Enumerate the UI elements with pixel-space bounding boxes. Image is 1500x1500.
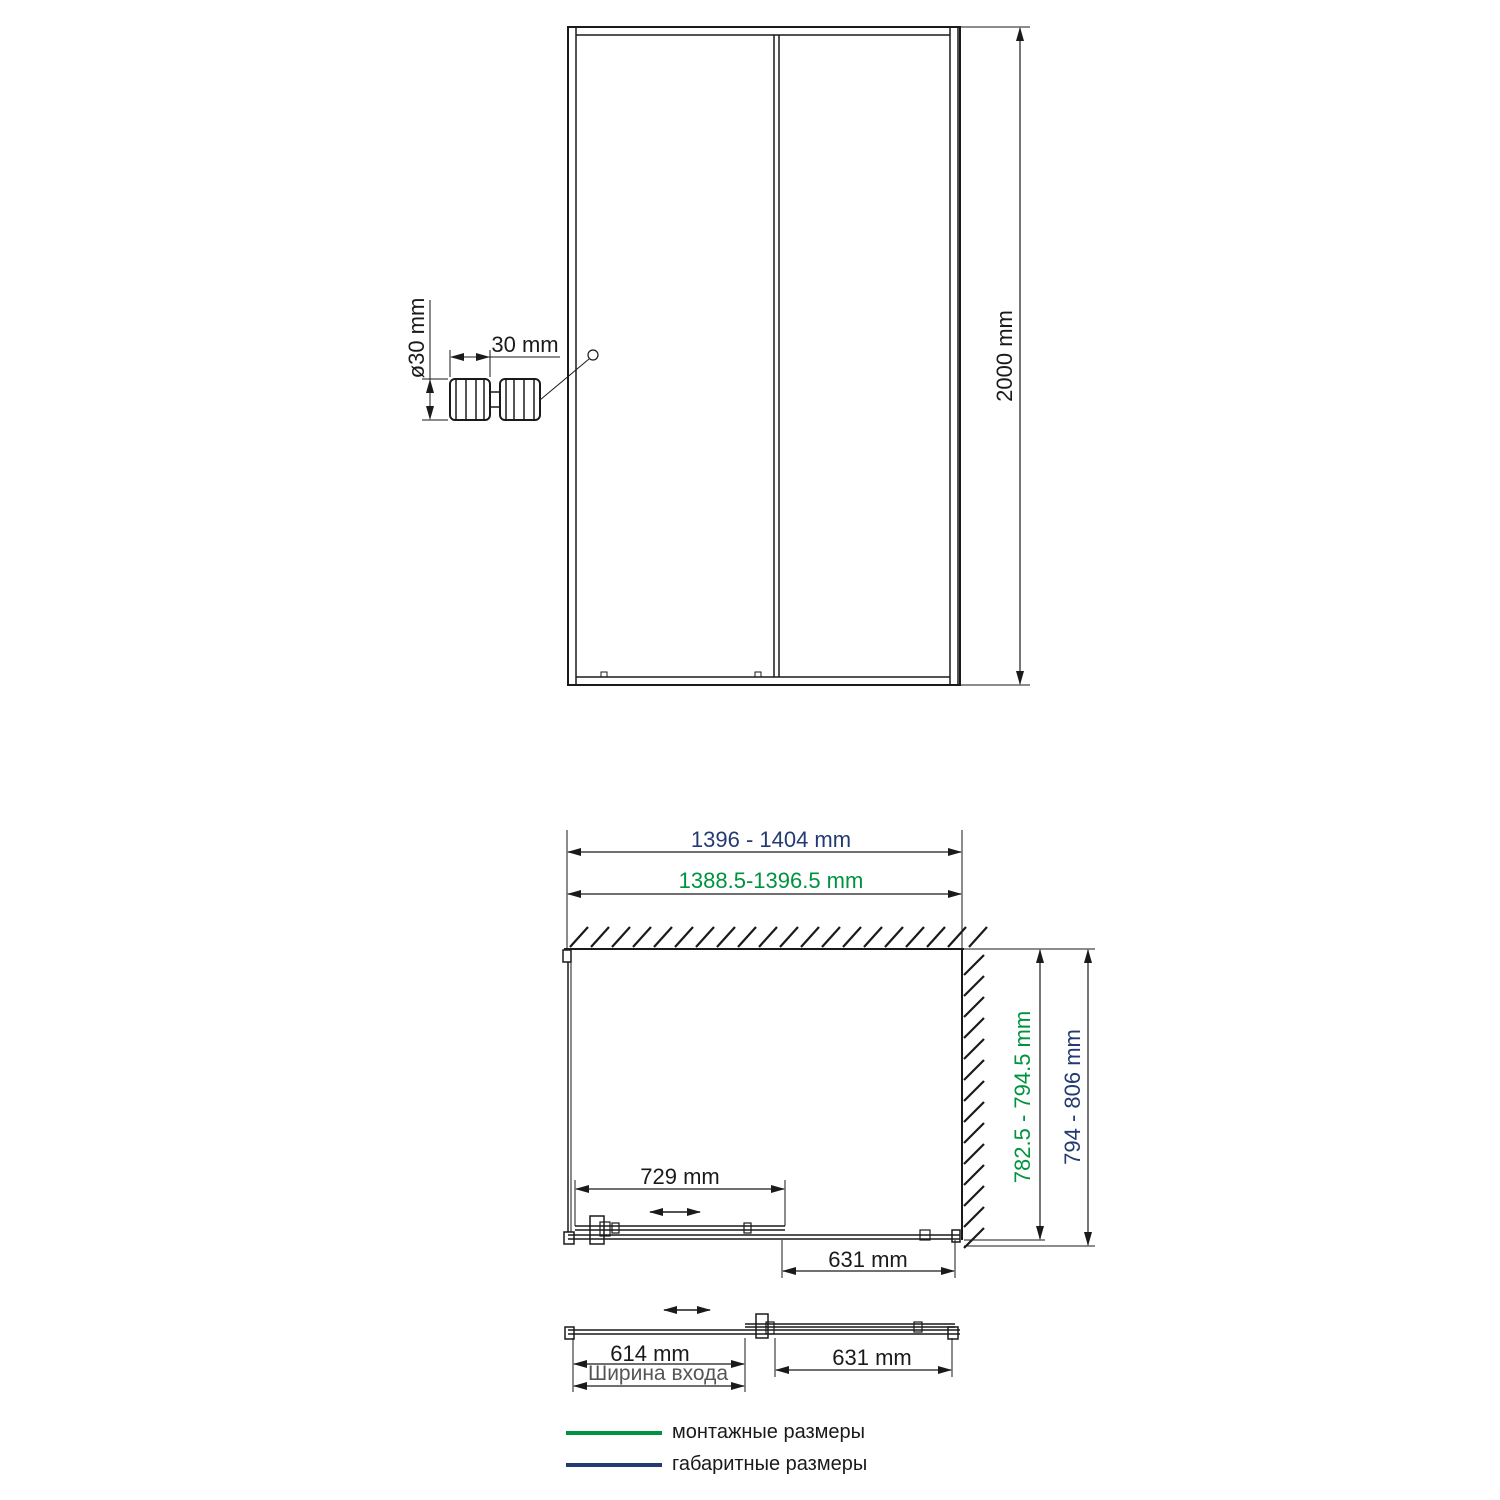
hatch-stroke — [864, 927, 882, 947]
hatch-stroke — [801, 927, 819, 947]
open-door-view — [565, 1310, 960, 1392]
hatch-stroke — [717, 927, 735, 947]
front-view — [404, 27, 1030, 685]
hatch-stroke — [964, 1144, 984, 1164]
door-roller-left — [612, 1223, 619, 1233]
legend-overall-label: габаритные размеры — [672, 1453, 868, 1475]
hatch-stroke — [885, 927, 903, 947]
front-right-bracket — [952, 1230, 960, 1242]
hatch-stroke — [948, 927, 966, 947]
mounting-width-label: 1388.5-1396.5 mm — [678, 868, 864, 893]
hatch-stroke — [964, 1081, 984, 1101]
right-wall-hatch — [964, 955, 984, 1248]
hatch-stroke — [612, 927, 630, 947]
plan-view — [563, 827, 1095, 1278]
top-wall-hatch — [570, 927, 987, 947]
height-dimension-label: 2000 mm — [992, 310, 1017, 402]
handle-leader — [540, 359, 589, 400]
handle-knob-icon — [450, 379, 540, 420]
hatch-stroke — [843, 927, 861, 947]
hatch-stroke — [738, 927, 756, 947]
open-right-bracket — [948, 1327, 958, 1339]
hatch-stroke — [964, 1123, 984, 1143]
front-left-bracket — [564, 1232, 574, 1244]
hatch-stroke — [964, 955, 984, 975]
entry-caption: Ширина входа — [587, 1362, 729, 1385]
open-fixed-panel-label: 631 mm — [832, 1345, 912, 1370]
hatch-stroke — [633, 927, 651, 947]
hatch-stroke — [964, 997, 984, 1017]
left-wall-bracket — [563, 950, 571, 962]
door-roller-right — [744, 1223, 751, 1233]
hatch-stroke — [969, 927, 987, 947]
hatch-stroke — [964, 1018, 984, 1038]
hatch-stroke — [822, 927, 840, 947]
legend — [566, 1421, 867, 1475]
hatch-stroke — [964, 1102, 984, 1122]
hatch-stroke — [964, 1165, 984, 1185]
fixed-panel-label: 631 mm — [828, 1247, 908, 1272]
hatch-stroke — [675, 927, 693, 947]
hatch-stroke — [964, 1186, 984, 1206]
overall-width-label: 1396 - 1404 mm — [690, 827, 852, 852]
overall-depth-label: 794 - 806 mm — [1060, 1029, 1085, 1165]
hatch-stroke — [780, 927, 798, 947]
hatch-stroke — [964, 1207, 984, 1227]
mounting-depth-label: 782.5 - 794.5 mm — [1010, 1010, 1035, 1184]
open-left-bracket — [565, 1327, 574, 1339]
hatch-stroke — [906, 927, 924, 947]
hatch-stroke — [654, 927, 672, 947]
handle-diameter-label: ø30 mm — [404, 297, 429, 379]
hatch-stroke — [570, 927, 588, 947]
hatch-stroke — [759, 927, 777, 947]
hatch-stroke — [927, 927, 945, 947]
legend-mounting-label: монтажные размеры — [672, 1421, 866, 1443]
hatch-stroke — [696, 927, 714, 947]
sliding-door-label: 729 mm — [640, 1164, 720, 1189]
hatch-stroke — [964, 976, 984, 996]
handle-marker — [588, 350, 598, 360]
front-frame-outer — [568, 27, 960, 685]
handle-length-label: 30 mm — [491, 332, 559, 357]
hatch-stroke — [964, 1039, 984, 1059]
entry-width-label: 614 mm — [610, 1341, 690, 1366]
hatch-stroke — [964, 1060, 984, 1080]
hatch-stroke — [964, 1228, 984, 1248]
hatch-stroke — [591, 927, 609, 947]
